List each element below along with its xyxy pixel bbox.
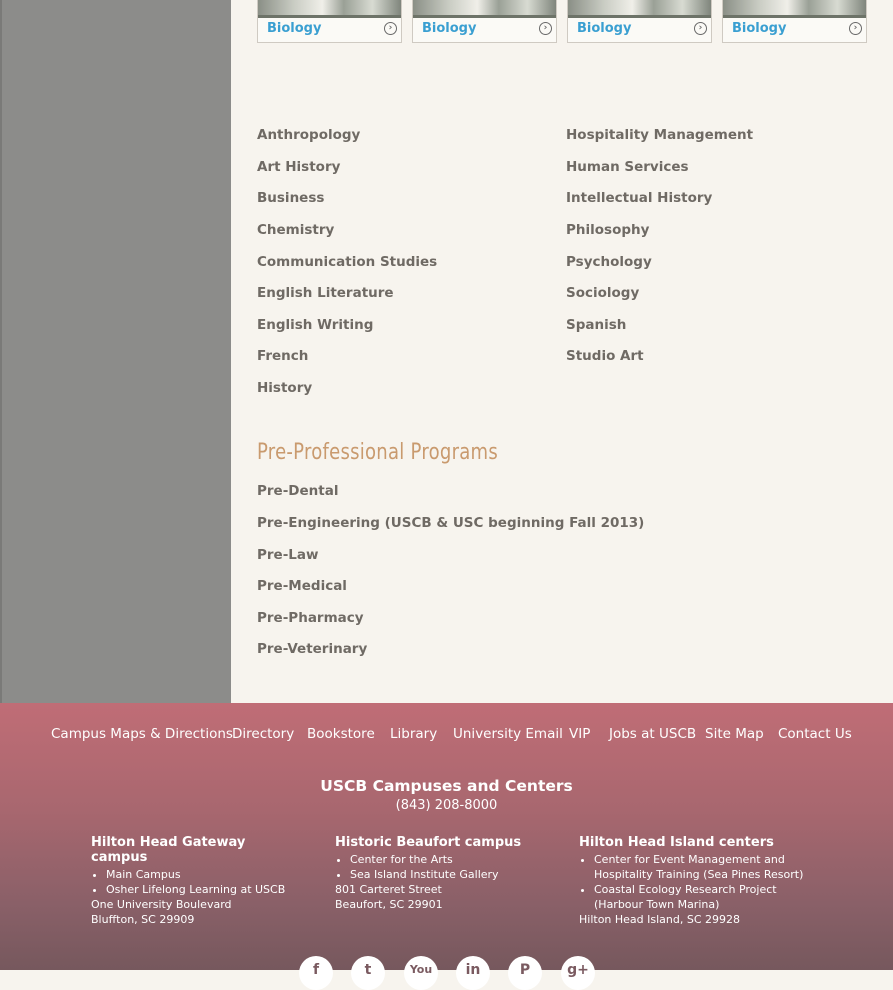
preprof-link[interactable]: Pre-Law [257,547,319,563]
footer-nav-email[interactable]: University Email [453,726,563,742]
footer-title: USCB Campuses and Centers [320,777,573,795]
campus-address: Bluffton, SC 29909 [91,913,195,926]
major-link[interactable]: Anthropology [257,127,361,143]
campus-block [335,835,550,912]
campus-title[interactable]: Hilton Head Gateway campus [91,835,246,865]
program-card[interactable] [412,0,557,43]
major-link[interactable]: Philosophy [566,222,650,238]
major-link[interactable]: French [257,348,309,364]
program-card[interactable] [722,0,867,43]
major-link[interactable]: Business [257,190,325,206]
program-card[interactable] [257,0,402,43]
main-content [231,0,893,703]
major-link[interactable]: Hospitality Management [566,127,754,143]
twitter-icon[interactable]: t [351,956,385,990]
site-footer [0,703,893,978]
card-thumbnail [723,0,866,18]
preprof-link[interactable]: Pre-Veterinary [257,641,368,657]
campus-address: Hilton Head Island, SC 29928 [579,913,741,926]
arrow-circle-icon[interactable]: › [694,22,707,35]
campus-title[interactable]: Historic Beaufort campus [335,835,522,850]
section-heading: Pre-Professional Programs [257,440,499,465]
campus-block [91,835,306,927]
arrow-circle-icon[interactable]: › [849,22,862,35]
pinterest-icon[interactable]: P [508,956,542,990]
arrow-circle-icon[interactable]: › [539,22,552,35]
major-link[interactable]: Human Services [566,159,689,175]
major-link[interactable]: Studio Art [566,348,644,364]
campus-item[interactable]: • Sea Island Institute Gallery [350,867,550,882]
campus-item[interactable]: • Coastal Ecology Research Project (Harbour Town Marina) [594,882,809,912]
preprof-link[interactable]: Pre-Dental [257,483,339,499]
preprof-link[interactable]: Pre-Pharmacy [257,610,364,626]
card-label[interactable]: Biology [422,21,477,36]
campus-item[interactable]: • Center for Event Management and Hospitality Training (Sea Pines Resort) [594,852,809,882]
googleplus-icon[interactable]: g+ [561,956,595,990]
preprof-link[interactable]: Pre-Medical [257,578,347,594]
major-link[interactable]: Communication Studies [257,254,438,270]
major-link[interactable]: Art History [257,159,341,175]
youtube-icon[interactable]: You [404,956,438,990]
footer-nav-sitemap[interactable]: Site Map [705,726,764,742]
major-link[interactable]: Psychology [566,254,652,270]
card-thumbnail [568,0,711,18]
major-link[interactable]: Intellectual History [566,190,713,206]
program-card[interactable] [567,0,712,43]
major-link[interactable]: History [257,380,313,396]
footer-nav-vip[interactable]: VIP [569,726,591,742]
campus-address: One University Boulevard [91,898,232,911]
card-thumbnail [258,0,401,18]
major-link[interactable]: English Writing [257,317,374,333]
campus-title[interactable]: Hilton Head Island centers [579,835,774,850]
arrow-circle-icon[interactable]: › [384,22,397,35]
major-link[interactable]: Sociology [566,285,640,301]
facebook-icon[interactable]: f [299,956,333,990]
card-label[interactable]: Biology [732,21,787,36]
footer-nav-library[interactable]: Library [390,726,438,742]
major-link[interactable]: English Literature [257,285,394,301]
campus-block [579,835,809,927]
campus-item[interactable]: • Center for the Arts [350,852,550,867]
card-label[interactable]: Biology [577,21,632,36]
footer-nav-jobs[interactable]: Jobs at USCB [609,726,697,742]
major-link[interactable]: Spanish [566,317,627,333]
campus-address: 801 Carteret Street [335,883,442,896]
campus-item[interactable]: • Main Campus [106,867,306,882]
card-thumbnail [413,0,556,18]
campus-address: Beaufort, SC 29901 [335,898,443,911]
footer-phone: (843) 208-8000 [395,798,498,813]
left-sidebar [0,0,231,703]
footer-nav-contact[interactable]: Contact Us [778,726,852,742]
campus-item[interactable]: • Osher Lifelong Learning at USCB [106,882,306,897]
footer-nav-bookstore[interactable]: Bookstore [307,726,375,742]
linkedin-icon[interactable]: in [456,956,490,990]
card-label[interactable]: Biology [267,21,322,36]
footer-nav-maps[interactable]: Campus Maps & Directions [51,726,233,742]
preprof-link[interactable]: Pre-Engineering (USCB & USC beginning Fall 2013) [257,515,645,531]
major-link[interactable]: Chemistry [257,222,335,238]
footer-nav-directory[interactable]: Directory [232,726,295,742]
